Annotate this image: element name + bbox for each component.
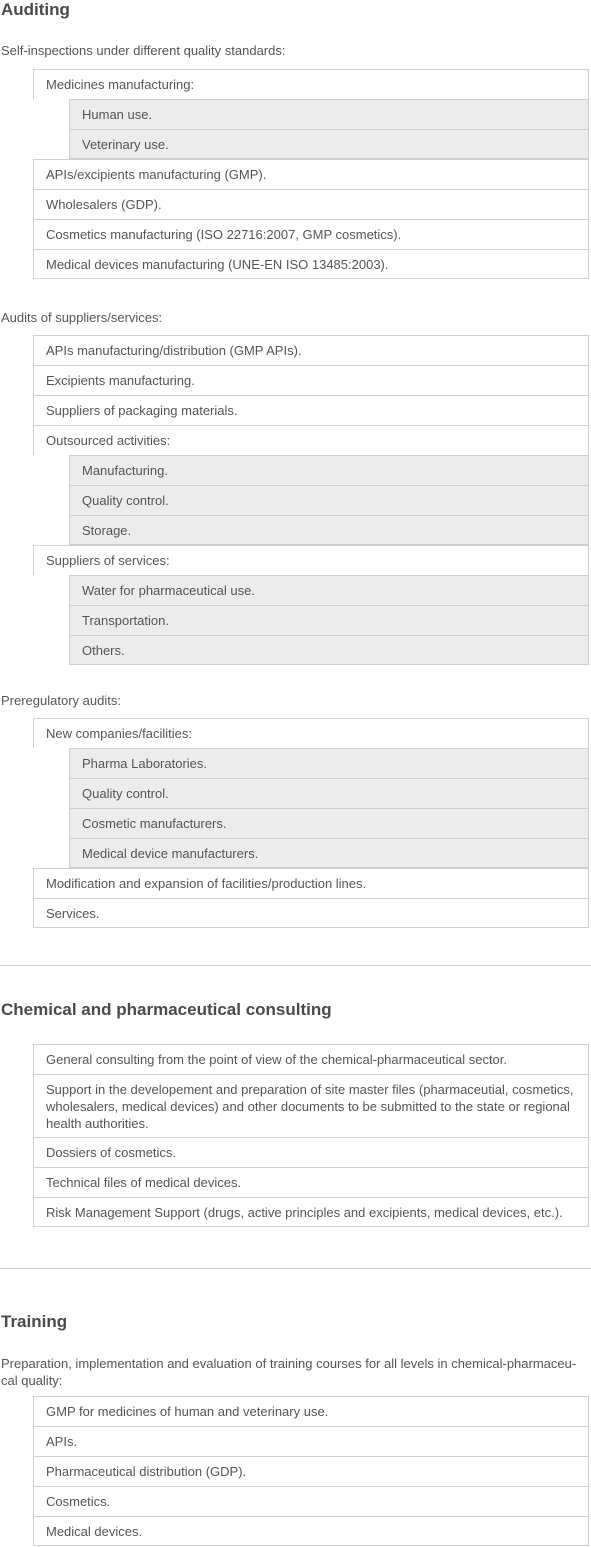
preregulatory-intro: Preregulatory audits: [1,693,121,708]
list-item-label: Pharmaceutical distribution (GDP). [33,1456,589,1486]
sub-list [69,455,589,545]
list-item-label: General consulting from the point of view of the chemical-pharmaceutical sector. [33,1044,589,1074]
list-item-label: Modification and expansion of facilities/production lines. [33,868,589,898]
sub-list-item [69,838,589,868]
consulting-list [33,1044,589,1227]
list-item [33,249,589,279]
sub-list-item [69,808,589,838]
list-item-label: Medicines manufacturing: [33,69,589,99]
list-item-label: Support in the developement and preparation of site master files (pharmaceutial, cosmetics, wholesalers, medical devices) and other documents to be submitted to the state or regional health authorities. [33,1074,589,1137]
sub-item-label: Others. [69,635,589,665]
list-item-label: Services. [33,898,589,928]
sub-list [69,99,589,159]
suppliers-intro: Audits of suppliers/services: [1,310,163,325]
sub-item-label: Veterinary use. [69,129,589,159]
sub-list-item [69,605,589,635]
sub-item-label: Storage. [69,515,589,545]
sub-list-item [69,778,589,808]
sub-item-label: Water for pharmaceutical use. [69,575,589,605]
list-item-label: Technical files of medical devices. [33,1167,589,1197]
sub-list-item [69,748,589,778]
sub-list-item [69,575,589,605]
list-item [33,1396,589,1426]
list-item [33,898,589,928]
list-item-label: Wholesalers (GDP). [33,189,589,219]
consulting-title: Chemical and pharmaceutical consulting [1,1000,332,1019]
sub-item-label: Medical device manufacturers. [69,838,589,868]
list-item-label: Medical devices. [33,1516,589,1546]
sub-item-label: Pharma Laboratories. [69,748,589,778]
list-item [33,1426,589,1456]
list-item-label: Suppliers of packaging materials. [33,395,589,425]
list-item [33,189,589,219]
sub-list-item [69,515,589,545]
section-divider [0,1268,591,1269]
list-item [33,69,589,159]
preregulatory-list [33,718,589,928]
list-item [33,1137,589,1167]
list-item-label: APIs manufacturing/distribution (GMP APIs). [33,335,589,365]
sub-item-label: Human use. [69,99,589,129]
list-item [33,335,589,365]
sub-item-label: Transportation. [69,605,589,635]
sub-item-label: Quality control. [69,485,589,515]
list-item [33,718,589,868]
list-item-label: Medical devices manufacturing (UNE-EN ISO 13485:2003). [33,249,589,279]
list-item [33,1516,589,1546]
list-item-label: Suppliers of services: [33,545,589,575]
list-item [33,1044,589,1074]
section-divider [0,965,591,966]
sub-item-label: Cosmetic manufacturers. [69,808,589,838]
self-inspections-list [33,69,589,279]
training-intro: Preparation, implementation and evaluation of training courses for all levels in chemical-pharmaceu-cal quality: [1,1356,577,1388]
list-item [33,1074,589,1137]
sub-list-item [69,99,589,129]
list-item [33,868,589,898]
list-item [33,1167,589,1197]
list-item [33,425,589,545]
training-title: Training [1,1312,68,1331]
list-item-label: GMP for medicines of human and veterinary use. [33,1396,589,1426]
sub-item-label: Quality control. [69,778,589,808]
list-item [33,1197,589,1227]
sub-list [69,748,589,868]
list-item-label: Cosmetics manufacturing (ISO 22716:2007, GMP cosmetics). [33,219,589,249]
list-item-label: Excipients manufacturing. [33,365,589,395]
sub-list-item [69,129,589,159]
list-item [33,365,589,395]
sub-list-item [69,485,589,515]
list-item [33,545,589,665]
list-item [33,395,589,425]
list-item-label: Dossiers of cosmetics. [33,1137,589,1167]
list-item-label: Cosmetics. [33,1486,589,1516]
auditing-title: Auditing [1,0,70,19]
list-item [33,1456,589,1486]
list-item-label: APIs/excipients manufacturing (GMP). [33,159,589,189]
self-inspections-intro: Self-inspections under different quality standards: [1,43,286,58]
list-item [33,159,589,189]
sub-list [69,575,589,665]
list-item-label: New companies/facilities: [33,718,589,748]
suppliers-list [33,335,589,665]
sub-list-item [69,635,589,665]
list-item-label: Outsourced activities: [33,425,589,455]
list-item-label: APIs. [33,1426,589,1456]
sub-list-item [69,455,589,485]
list-item-label: Risk Management Support (drugs, active principles and excipients, medical devices, etc.). [33,1197,589,1227]
list-item [33,219,589,249]
sub-item-label: Manufacturing. [69,455,589,485]
list-item [33,1486,589,1516]
training-list [33,1396,589,1546]
